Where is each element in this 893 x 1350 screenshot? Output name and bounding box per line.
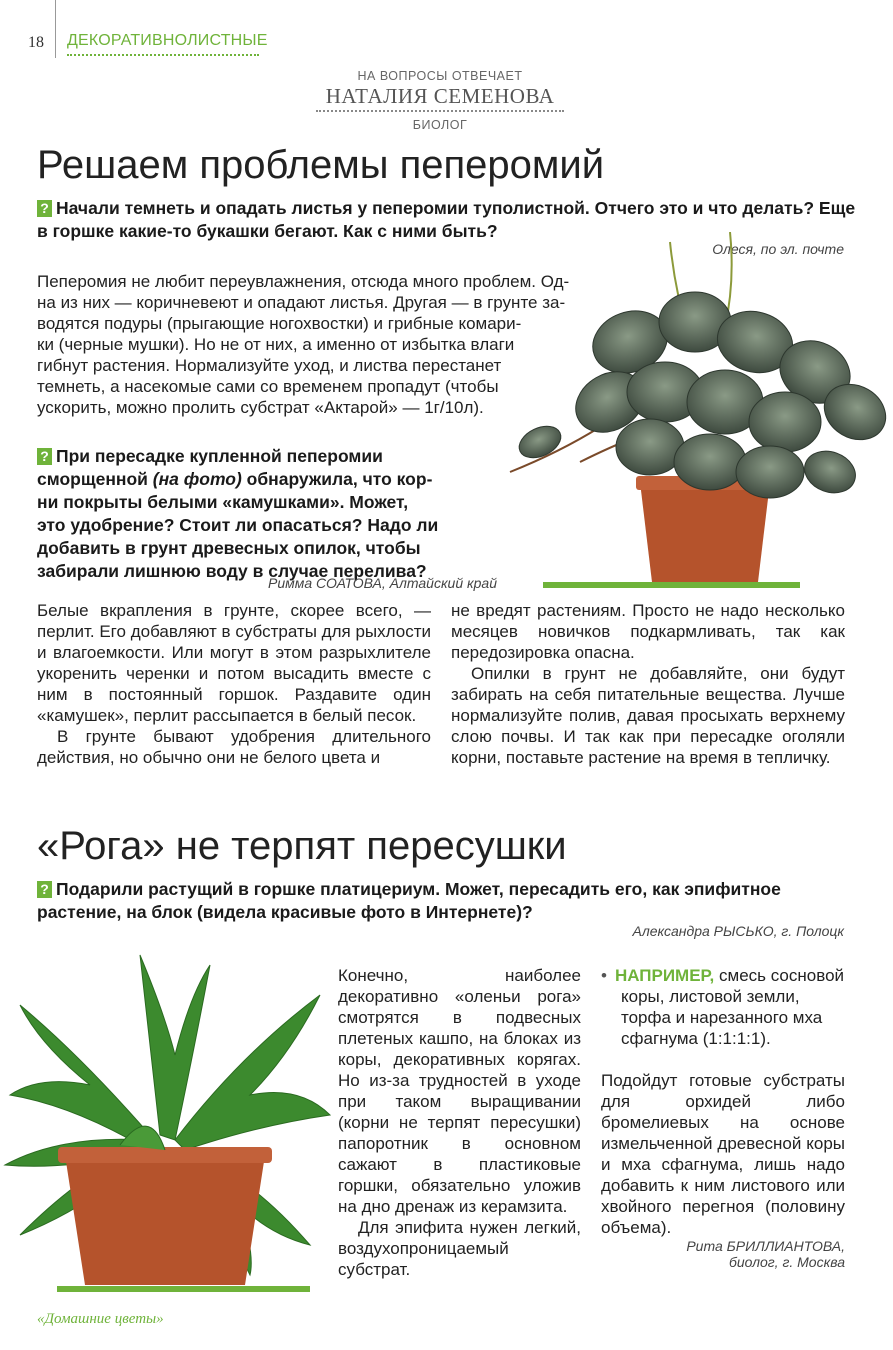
- question-line: забирали лишнюю воду в случае перелива?: [37, 561, 427, 581]
- page-number: 18: [28, 34, 44, 51]
- answer-line: темнеть, а насекомые сами со временем пропадут (чтобы: [37, 377, 499, 396]
- question-line: ? При пересадке купленной пеперомии: [37, 445, 507, 468]
- question-1-signature: Олеся, по эл. почте: [712, 241, 844, 257]
- article-2-title: «Рога» не терпят пересушки: [37, 824, 567, 868]
- byline-role: БИОЛОГ: [412, 118, 468, 132]
- answer-paragraph: не вредят растениям. Просто не надо несколько месяцев новичков подкармливать, так как передозировка опасна.: [451, 601, 845, 662]
- question-line: это удобрение? Стоит ли опасаться? Надо ли: [37, 515, 439, 535]
- article-title: Решаем проблемы пеперомий: [37, 143, 605, 187]
- answer-paragraph: Подойдут готовые субстраты для орхидей либо бромелиевых на основе измельченной древесной коры и мха сфагнума, лишь надо добавить к ним листового или хвойного перегноя (половину объема).: [601, 1071, 845, 1237]
- question-line: сморщенной (на фото) обнаружила, что кор-: [37, 469, 433, 489]
- answer-paragraph: Конечно, наиболее декоративно «оленьи рога» смотрятся в подвесных плетеных кашпо, на блоках из коры, декоративных корягах. Но из-за трудностей в уходе при таком выращивании (корни не терпят пересушки) папоротник в основном сажают в пластиковые горшки, обязательно уложив на дно дренаж из керамзита.: [338, 966, 581, 1216]
- example-highlight: НАПРИМЕР,: [614, 966, 715, 985]
- answer-2-column-2: [451, 600, 845, 768]
- bullet-marker: •: [601, 966, 607, 985]
- author-signature-role: биолог, г. Москва: [728, 1254, 845, 1270]
- answer-line: на из них — коричневеют и опадают листья. Другая — в грунте за-: [37, 293, 566, 312]
- answer-line: ускорить, можно пролить субстрат «Актарой» — 1г/10л).: [37, 398, 484, 417]
- question-mark-icon: ?: [37, 448, 52, 465]
- answer-3-column-1: [338, 965, 581, 1280]
- peperomia-photo: [500, 232, 893, 588]
- section-title: ДЕКОРАТИВНОЛИСТНЫЕ: [67, 32, 268, 49]
- answer-paragraph: В грунте бывают удобрения длительного действия, но обычно они не белого цвета и: [37, 727, 431, 767]
- author-signature-name: Рита БРИЛЛИАНТОВА,: [686, 1238, 845, 1254]
- header-divider: [55, 0, 56, 58]
- question-1-text: Начали темнеть и опадать листья у пеперомии туполистной. Отчего это и что делать? Еще в горшке какие-то букашки бегают. Как с ними быть?: [37, 198, 856, 241]
- answer-paragraph: Белые вкрапления в грунте, скорее всего, — перлит. Его добавляют в субстраты для рыхлости и влагоемкости. Или могут в этом разрыхлителе укоренить черенки и потом высадить вместе с ним в постоянный горшок. Раздавите один «камушек», перлит рассыпается в белый песок.: [37, 601, 431, 725]
- section-underline: [67, 54, 259, 56]
- answer-paragraph: Опилки в грунт не добавляйте, они будут забирать на себя питательные вещества. Лучше нормализуйте полив, давая просыхать верхнему слою почвы. И так как при пересадке оголяли корни, поставьте растение на время в тепличку.: [451, 664, 845, 767]
- byline-separator: [316, 110, 564, 112]
- example-text: смесь сосновой коры, листовой земли, торфа и нарезанного мха сфагнума (1:1:1:1).: [621, 966, 845, 1048]
- question-3: [37, 878, 857, 924]
- question-2-signature: Римма СОАТОВА, Алтайский край: [268, 575, 497, 591]
- question-3-signature: Александра РЫСЬКО, г. Полоцк: [632, 923, 844, 939]
- question-line: добавить в грунт древесных опилок, чтобы: [37, 538, 421, 558]
- answer-3-column-2: [601, 965, 845, 1270]
- byline-author: НАТАЛИЯ СЕМЕНОВА: [325, 84, 555, 108]
- byline-caption: НА ВОПРОСЫ ОТВЕЧАЕТ: [357, 69, 523, 83]
- answer-line: гибнут растения. Нормализуйте уход, и листва перестанет: [37, 356, 502, 375]
- answer-line: водятся подуры (прыгающие ногохвостки) и грибные комари-: [37, 314, 522, 333]
- photo-reference: (на фото): [152, 469, 242, 489]
- answer-paragraph: Для эпифита нужен легкий, воздухопроницаемый субстрат.: [338, 1218, 581, 1279]
- answer-line: ки (черные мушки). Но не от них, а именно от избытка влаги: [37, 335, 515, 354]
- question-mark-icon: ?: [37, 881, 52, 898]
- answer-line: Пеперомия не любит переувлажнения, отсюда много проблем. Од-: [37, 272, 570, 291]
- example-bullet: [601, 965, 845, 1049]
- question-line: ни покрыты белыми «камушками». Может,: [37, 492, 409, 512]
- answer-2-column-1: [37, 600, 431, 768]
- question-3-text: Подарили растущий в горшке платицериум. Может, пересадить его, как эпифитное растение, на блок (видела красивые фото в Интернете)?: [37, 879, 781, 922]
- magazine-footer: «Домашние цветы»: [37, 1311, 164, 1327]
- platycerium-photo: [0, 935, 334, 1300]
- question-mark-icon: ?: [37, 200, 52, 217]
- question-2: [37, 445, 507, 583]
